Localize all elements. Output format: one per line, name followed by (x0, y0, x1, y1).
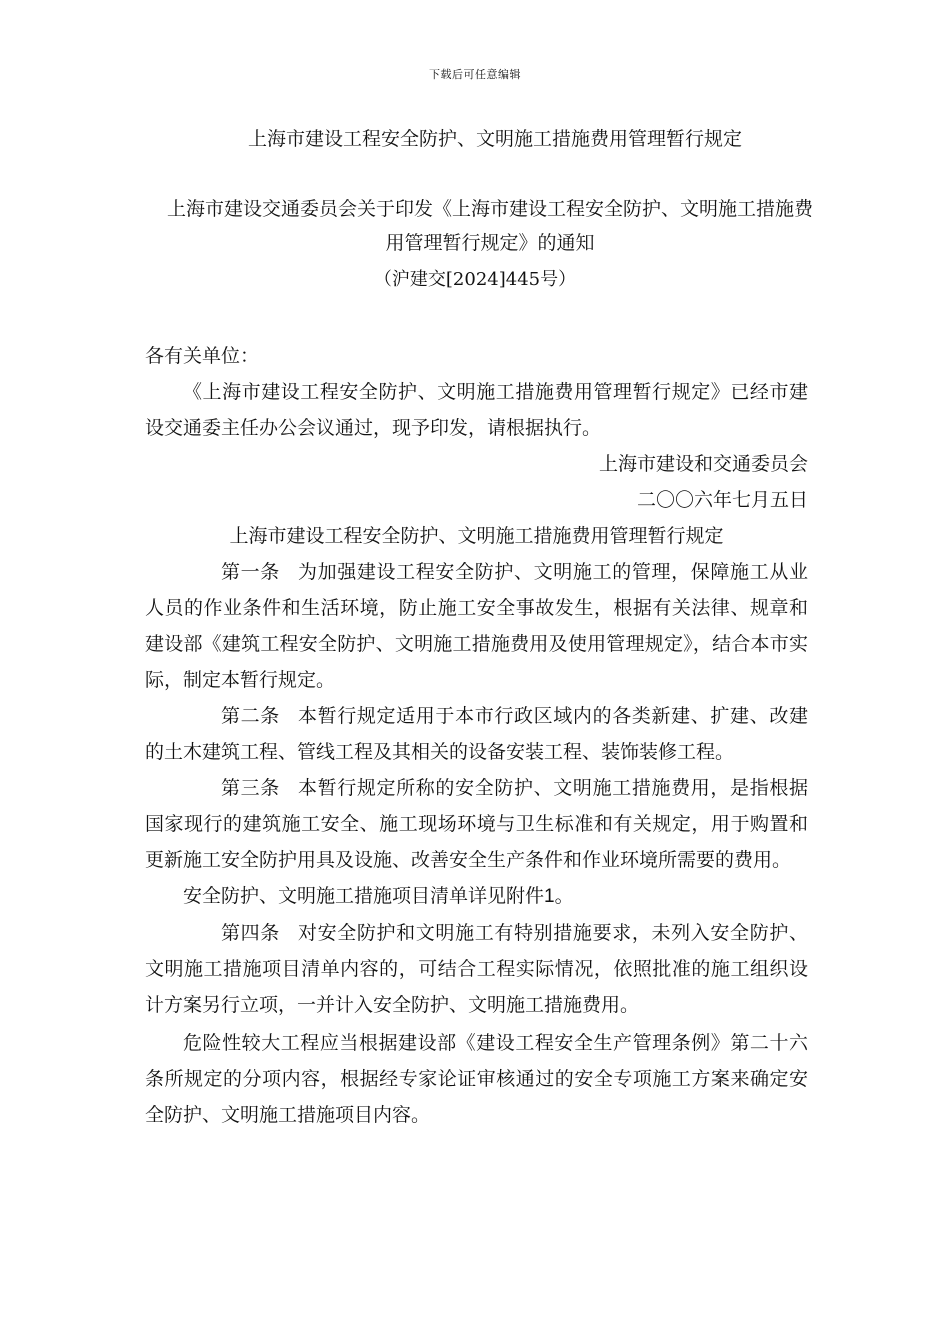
attachment-note-text: 安全防护、文明施工措施项目清单详见附件 (183, 885, 545, 907)
regulation-title: 上海市建设工程安全防护、文明施工措施费用管理暂行规定 (229, 525, 724, 547)
article-4 (145, 915, 808, 1023)
signature-org: 上海市建设和交通委员会 (598, 453, 808, 475)
article-label: 第四条 (221, 922, 280, 944)
salutation: 各有关单位： (145, 345, 260, 367)
article-text: 本暂行规定适用于本市行政区域内的各类新建、扩建、改建的土木建筑工程、管线工程及其相关的设备安装工程、装饰装修工程。 (145, 705, 808, 763)
article-label: 第三条 (221, 777, 280, 799)
article-3 (145, 770, 808, 878)
document-title: 上海市建设工程安全防护、文明施工措施费用管理暂行规定 (247, 128, 742, 150)
hazard-paragraph: 危险性较大工程应当根据建设部《建设工程安全生产管理条例》第二十六条所规定的分项内容，根据经专家论证审核通过的安全专项施工方案来确定安全防护、文明施工措施项目内容。 (145, 1032, 808, 1126)
article-label: 第一条 (221, 561, 280, 583)
signature-date: 二〇〇六年七月五日 (636, 489, 808, 511)
document-body (145, 338, 808, 1133)
notice-number: （沪建交[2024]445号） (373, 269, 577, 290)
article-text: 本暂行规定所称的安全防护、文明施工措施费用，是指根据国家现行的建筑施工安全、施工现场环境与卫生标准和有关规定，用于购置和更新施工安全防护用具及设施、改善安全生产条件和作业环境所需要的费用。 (145, 777, 808, 871)
intro-paragraph: 《上海市建设工程安全防护、文明施工措施费用管理暂行规定》已经市建设交通委主任办公会议通过，现予印发，请根据执行。 (145, 381, 808, 439)
notice-title: 上海市建设交通委员会关于印发《上海市建设工程安全防护、文明施工措施费用管理暂行规定》的通知 (166, 198, 813, 254)
attachment-note-end: 。 (554, 885, 574, 907)
article-2 (145, 698, 808, 770)
attachment-number: 1 (544, 886, 555, 907)
article-label: 第二条 (221, 705, 280, 727)
header-note: 下载后可任意编辑 (429, 68, 521, 81)
attachment-note (145, 878, 808, 915)
article-text: 对安全防护和文明施工有特别措施要求，未列入安全防护、文明施工措施项目清单内容的，可结合工程实际情况，依照批准的施工组织设计方案另行立项，一并计入安全防护、文明施工措施费用。 (145, 922, 808, 1016)
article-text: 为加强建设工程安全防护、文明施工的管理，保障施工从业人员的作业条件和生活环境，防止施工安全事故发生，根据有关法律、规章和建设部《建筑工程安全防护、文明施工措施费用及使用管理规定》，结合本市实际，制定本暂行规定。 (145, 561, 808, 691)
article-1 (145, 554, 808, 698)
